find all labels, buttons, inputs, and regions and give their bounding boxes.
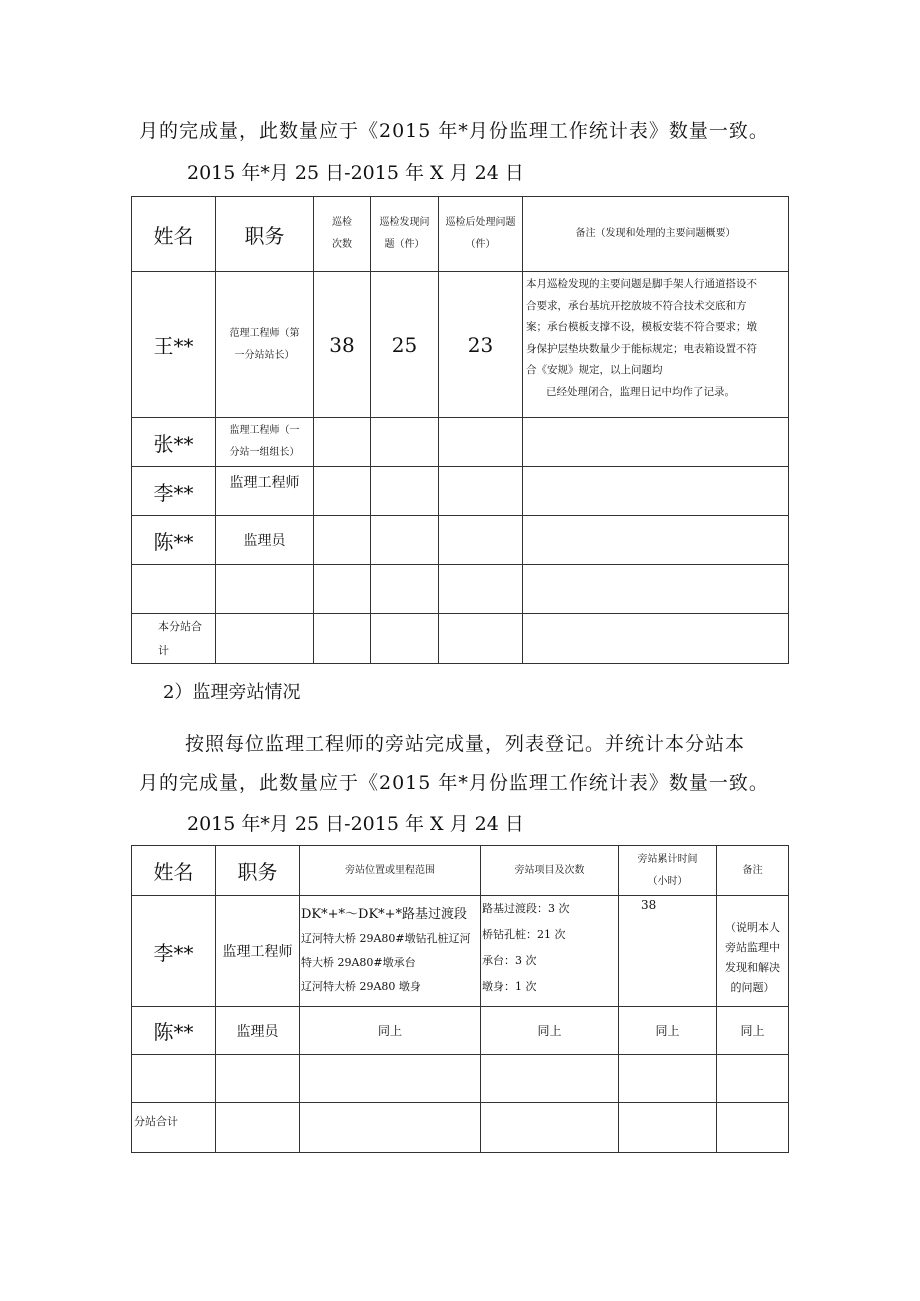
total-row [132,614,789,664]
cell-empty [314,516,371,565]
cell-empty [439,516,523,565]
cell-remark: （说明本人 旁站监理中 发现和解决 的问题） [717,896,789,1007]
table-row [132,896,789,1007]
table-row [132,418,789,467]
header-handled: 巡检后处理问题 （件） [439,197,523,272]
header-inspection-count: 巡检 次数 [314,197,371,272]
section-title: 2）监理旁站情况 [163,682,301,703]
cell-count: 38 [314,272,371,418]
header-found: 巡检发现问 题（件） [371,197,439,272]
cell-note: 本月巡检发现的主要问题是脚手架人行通道搭设不 合要求，承台基坑开挖放坡不符合技术交底和方 案；承台模板支撑不设，模板安装不符合要求；墩 身保护层垫块数量少于能标规定；电表箱设置不符 合《安规》规定，以上问题均 已经处理闭合，监理日记中均作了记录。 [523,272,789,418]
table-row [132,467,789,516]
cell-name: 陈** [132,516,216,565]
cell-location: DK*+*～DK*+*路基过渡段 辽河特大桥 29A80#墩钻孔桩辽河 特大桥 29A80#墩承台 辽河特大桥 29A80 墩身 [300,896,481,1007]
cell-empty [371,418,439,467]
cell-title: 监理工程师（一 分站一组组长） [216,418,314,467]
cell-title: 监理工程师 [216,896,300,1007]
paragraph-continuation: 月的完成量，此数量应于《2015 年*月份监理工作统计表》数量一致。 [139,120,769,142]
cell-empty [523,418,789,467]
table-row [132,516,789,565]
cell-name: 张** [132,418,216,467]
cell-title: 监理工程师 [216,467,314,516]
cell-same: 同上 [300,1007,481,1055]
cell-title: 范理工程师（第 一分站站长） [216,272,314,418]
cell-title: 监理员 [216,516,314,565]
cell-empty [439,467,523,516]
date-range: 2015 年*月 25 日-2015 年 X 月 24 日 [187,162,524,184]
header-items: 旁站项目及次数 [481,846,619,896]
table-header-row [132,846,789,896]
inspection-table [131,196,789,664]
cell-empty [314,418,371,467]
cell-same: 同上 [481,1007,619,1055]
table-row [132,272,789,418]
cell-name: 李** [132,467,216,516]
table-header-row [132,197,789,272]
supervision-table [131,845,789,1153]
table-row [132,565,789,614]
cell-handled: 23 [439,272,523,418]
cell-same: 同上 [619,1007,717,1055]
cell-empty [439,418,523,467]
header-name: 姓名 [132,197,216,272]
header-title: 职务 [216,197,314,272]
cell-name: 李** [132,896,216,1007]
cell-name: 陈** [132,1007,216,1055]
header-remark: 备注 [717,846,789,896]
header-hours: 旁站累计时间 （小时） [619,846,717,896]
cell-title: 监理员 [216,1007,300,1055]
paragraph: 月的完成量，此数量应于《2015 年*月份监理工作统计表》数量一致。 [139,772,769,794]
header-location: 旁站位置或里程范围 [300,846,481,896]
header-title: 职务 [216,846,300,896]
cell-empty [523,516,789,565]
cell-items: 路基过渡段：3 次 桥钻孔桩：21 次 承台：3 次 墩身：1 次 [481,896,619,1007]
cell-hours: 38 [619,896,717,1007]
cell-empty [523,467,789,516]
cell-found: 25 [371,272,439,418]
cell-empty [371,467,439,516]
date-range: 2015 年*月 25 日-2015 年 X 月 24 日 [187,813,524,835]
table-row [132,1007,789,1055]
cell-same: 同上 [717,1007,789,1055]
table-row [132,1055,789,1103]
header-name: 姓名 [132,846,216,896]
cell-name: 王** [132,272,216,418]
cell-empty [314,467,371,516]
cell-total: 分站合计 [132,1103,216,1153]
cell-empty [371,516,439,565]
paragraph: 按照每位监理工程师的旁站完成量，列表登记。并统计本分站本 [185,733,746,755]
cell-total: 本分站合 计 [132,614,216,664]
header-notes: 备注（发现和处理的主要问题概要） [523,197,789,272]
total-row [132,1103,789,1153]
